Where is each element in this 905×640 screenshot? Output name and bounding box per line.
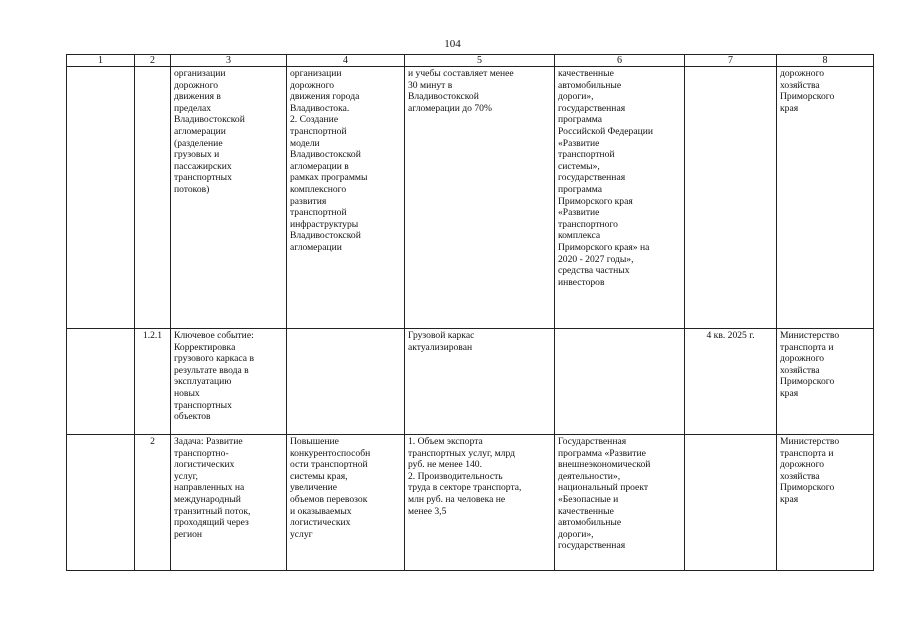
deadline-cell: 4 кв. 2025 г. (706, 330, 755, 341)
column-number: 3 (171, 55, 287, 67)
item-number-cell: 1.2.1 (142, 330, 163, 341)
responsible-cell: Министерство транспорта и дорожного хозяйства Приморского края (780, 330, 840, 399)
column-number: 7 (685, 55, 777, 67)
column-number-row (67, 55, 874, 67)
measures-cell: организации дорожного движения города Владивостока. 2. Создание транспортной модели Владивостокской агломерации в рамках программы комплексного развития транспортной инфраструктуры Владивостокской агломерации (290, 68, 368, 253)
event-name-cell: Задача: Развитие транспортно- логистических услуг, направленных на международный транзитный поток, проходящий через регион (174, 436, 251, 540)
item-number-cell: 2 (150, 436, 155, 447)
document-table (66, 54, 874, 571)
event-name-cell: Ключевое событие: Корректировка грузового каркаса в результате ввода в эксплуатацию новых транспортных объектов (174, 330, 254, 423)
funding-source-cell: качественные автомобильные дороги», государственная программа Российской Федерации «Развитие транспортной системы», государственная программа Приморского края «Развитие транспортного комплекса Приморского края» на 2020 - 2027 годы», средства частных инвесторов (558, 68, 653, 288)
result-cell: 1. Объем экспорта транспортных услуг, млрд руб. не менее 140. 2. Производительность труда в секторе транспорта, млн руб. на человека не менее 3,5 (408, 436, 522, 517)
result-cell: и учебы составляет менее 30 минут в Владивостокской агломерации до 70% (408, 68, 514, 114)
column-number: 2 (135, 55, 171, 67)
result-cell: Грузовой каркас актуализирован (408, 330, 475, 353)
measures-cell: Повышение конкурентоспособн ости транспортной системы края, увеличение объемов перевозок и оказываемых логистических услуг (290, 436, 371, 540)
table-row (67, 329, 874, 435)
column-number: 6 (555, 55, 685, 67)
column-number: 4 (287, 55, 405, 67)
page-number: 104 (444, 38, 461, 50)
funding-source-cell: Государственная программа «Развитие внешнеэкономической деятельности», национальный проект «Безопасные и качественные автомобильные дороги», государственная (558, 436, 651, 552)
column-number: 5 (405, 55, 555, 67)
table-row (67, 67, 874, 329)
table-row (67, 435, 874, 571)
responsible-cell: дорожного хозяйства Приморского края (780, 68, 835, 114)
responsible-cell: Министерство транспорта и дорожного хозяйства Приморского края (780, 436, 840, 505)
event-name-cell: организации дорожного движения в пределах Владивостокской агломерации (разделение грузовых и пассажирских транспортных потоков) (174, 68, 245, 195)
column-number: 8 (777, 55, 874, 67)
column-number: 1 (67, 55, 135, 67)
